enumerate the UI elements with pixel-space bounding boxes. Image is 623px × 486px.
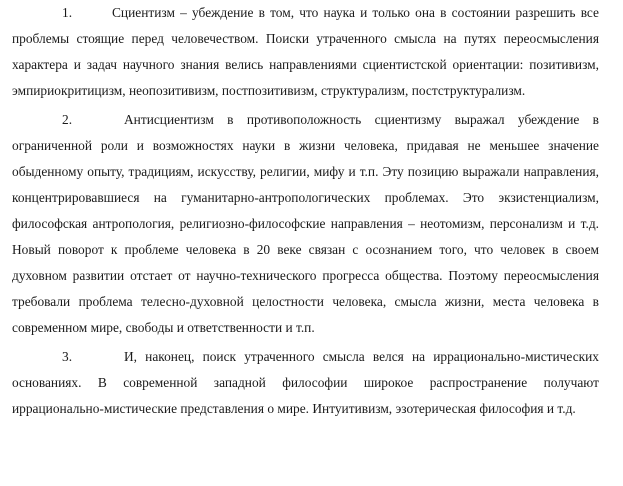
document-page (12, 0, 599, 425)
paragraph-3 (12, 344, 599, 422)
paragraph-number: 2. (62, 112, 73, 127)
paragraph-text: Сциентизм – убеждение в том, что наука и только она в состоянии разрешить все проблемы стоящие перед человечеством. Поиски утраченного смысла на путях переосмысления характера и задач научного знания велись направлениями сциентистской ориентации: позитивизм, эмпириокритицизм, неопозитивизм, постпозитивизм, структурализм, постструктурализм. (12, 5, 599, 98)
paragraph-text: Антисциентизм в противоположность сциентизму выражал убеждение в ограниченной роли и возможностях науки в жизни человека, придавая не меньшее значение обыденному опыту, традициям, искусству, религии, мифу и т.п. Эту позицию выражали направления, концентрировавшиеся на гуманитарно-антропологических проблемах. Это экзистенциализм, философская антропология, религиозно-философские направления – неотомизм, персонализм и т.д. Новый поворот к проблеме человека в 20 веке связан с осознанием того, что человек в своем духовном развитии отстает от научно-технического прогресса общества. Поэтому переосмысления требовали проблема телесно-духовной целостности человека, смысла жизни, места человека в современном мире, свободы и ответственности и т.п. (12, 112, 599, 335)
paragraph-number: 1. (62, 5, 73, 20)
paragraph-text: И, наконец, поиск утраченного смысла велся на иррационально-мистических основаниях. В современной западной философии широкое распространение получают иррационально-мистические представления о мире. Интуитивизм, эзотерическая философия и т.д. (12, 349, 599, 416)
paragraph-number: 3. (62, 349, 73, 364)
paragraph-1 (12, 0, 599, 104)
paragraph-2 (12, 107, 599, 341)
